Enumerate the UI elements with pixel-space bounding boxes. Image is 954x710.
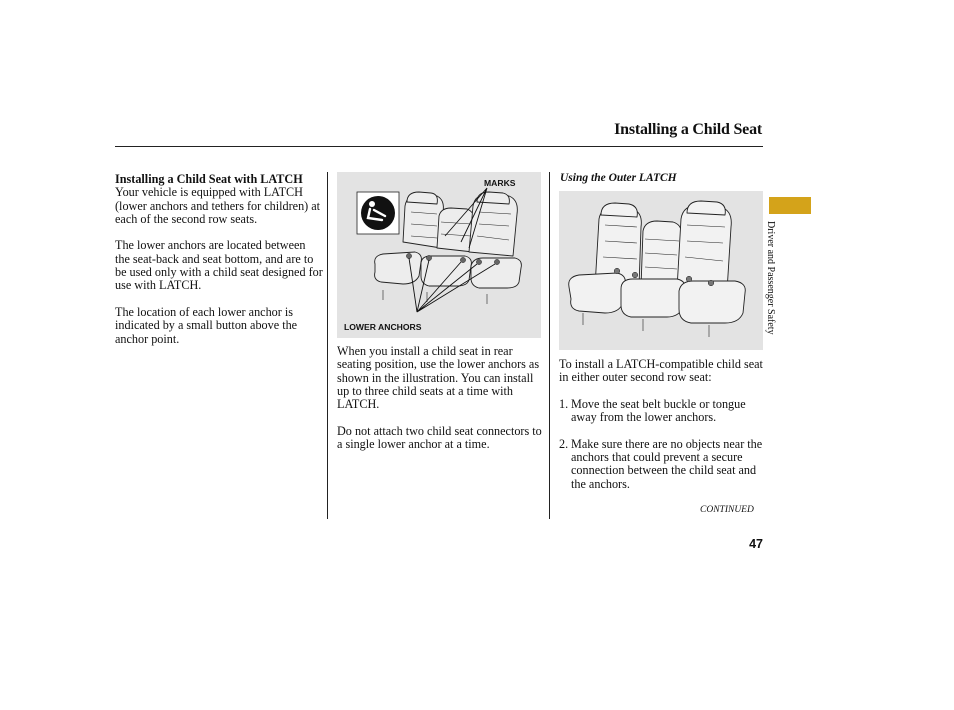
title-divider [115, 146, 763, 147]
side-tab-label: Driver and Passenger Safety [765, 221, 776, 335]
marks-label: MARKS [484, 178, 516, 188]
right-column [559, 358, 763, 504]
page-number: 47 [749, 537, 763, 551]
continued-marker: CONTINUED [700, 505, 754, 515]
step-number: 2. [559, 436, 569, 451]
left-column [115, 173, 323, 359]
left-paragraph-2: The lower anchors are located between the seat-back and seat bottom, and are to be used only with a child seat designed for use with LATCH. [115, 238, 323, 293]
middle-paragraph-2: Do not attach two child seat connectors to a single lower anchor at a time. [337, 423, 542, 452]
figure-caption: Using the Outer LATCH [560, 172, 677, 184]
steps-list [559, 398, 763, 491]
page-title: Installing a Child Seat [614, 121, 762, 138]
latch-anchors-figure [337, 172, 541, 338]
middle-column [337, 345, 543, 465]
left-paragraph-1: Your vehicle is equipped with LATCH (lower anchors and tethers for children) at each of the second row seats. [115, 185, 321, 226]
list-item [559, 398, 763, 425]
column-divider-left [327, 172, 328, 519]
left-paragraph-3: The location of each lower anchor is indicated by a small button above the anchor point. [115, 304, 298, 346]
section-heading: Installing a Child Seat with LATCH [115, 172, 303, 186]
middle-paragraph-1: When you install a child seat in rear seating position, use the lower anchors as shown in the illustration. You can install up to three child seats at a time with LATCH. [337, 344, 540, 412]
section-tab-marker [769, 197, 811, 214]
step-text: Move the seat belt buckle or tongue away from the lower anchors. [571, 396, 746, 425]
lower-anchors-label: LOWER ANCHORS [344, 322, 422, 332]
column-divider-right [549, 172, 550, 519]
right-intro: To install a LATCH-compatible child seat in either outer second row seat: [559, 357, 763, 385]
outer-latch-figure [559, 191, 763, 350]
rear-seat-illustration [337, 172, 541, 338]
step-text: Make sure there are no objects near the anchors that could prevent a secure connection between the child seat and the anchors. [571, 436, 763, 491]
step-number: 1. [559, 396, 569, 411]
list-item [559, 438, 763, 491]
outer-seat-illustration [559, 191, 763, 350]
